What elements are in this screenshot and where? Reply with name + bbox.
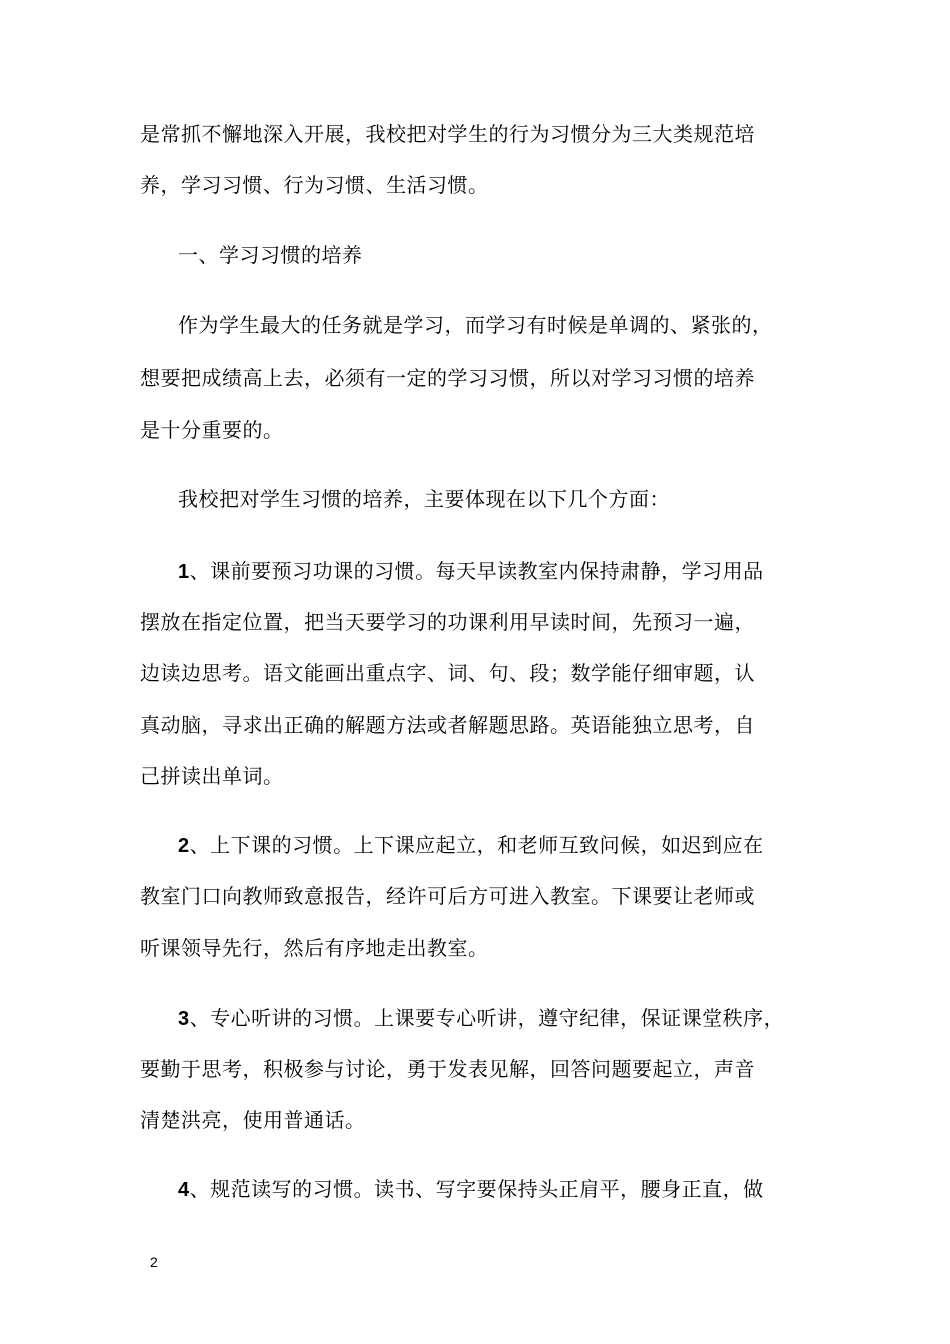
paragraph-line: 边读边思考。语文能画出重点字、词、句、段；数学能仔细审题，认 <box>140 661 755 685</box>
list-item-line <box>178 1006 784 1031</box>
item-number: 4 <box>178 1179 190 1201</box>
paragraph-line: 教室门口向教师致意报告，经许可后方可进入教室。下课要让老师或 <box>140 884 755 908</box>
paragraph-line: 听课领导先行，然后有序地走出教室。 <box>140 936 489 960</box>
item-number: 2 <box>178 835 190 857</box>
paragraph-line: 我校把对学生习惯的培养，主要体现在以下几个方面： <box>178 487 670 511</box>
paragraph-line: 己拼读出单词。 <box>140 764 284 788</box>
item-text: 、专心听讲的习惯。上课要专心听讲，遵守纪律，保证课堂秩序， <box>189 1006 785 1030</box>
section-heading: 一、学习习惯的培养 <box>178 243 363 267</box>
item-text: 、课前要预习功课的习惯。每天早读教室内保持肃静，学习用品 <box>189 559 764 583</box>
page-number: 2 <box>150 1254 158 1270</box>
item-number: 3 <box>178 1008 190 1030</box>
paragraph-line: 是常抓不懈地深入开展，我校把对学生的行为习惯分为三大类规范培 <box>140 122 755 146</box>
item-number: 1 <box>178 561 190 583</box>
paragraph-line: 清楚洪亮，使用普通话。 <box>140 1108 366 1132</box>
paragraph-line: 是十分重要的。 <box>140 418 284 442</box>
list-item-line <box>178 559 764 584</box>
list-item-line <box>178 1177 764 1202</box>
paragraph-line: 摆放在指定位置，把当天要学习的功课利用早读时间，先预习一遍， <box>140 610 755 634</box>
paragraph-line: 作为学生最大的任务就是学习，而学习有时候是单调的、紧张的， <box>178 313 773 337</box>
paragraph-line: 想要把成绩高上去，必须有一定的学习习惯，所以对学习习惯的培养 <box>140 366 755 390</box>
paragraph-line: 养，学习习惯、行为习惯、生活习惯。 <box>140 173 489 197</box>
item-text: 、上下课的习惯。上下课应起立，和老师互致问候，如迟到应在 <box>189 833 764 857</box>
list-item-line <box>178 833 764 858</box>
item-text: 、规范读写的习惯。读书、写字要保持头正肩平，腰身正直，做 <box>189 1177 764 1201</box>
paragraph-line: 要勤于思考，积极参与讨论，勇于发表见解，回答问题要起立，声音 <box>140 1057 755 1081</box>
paragraph-line: 真动脑，寻求出正确的解题方法或者解题思路。英语能独立思考，自 <box>140 713 755 737</box>
